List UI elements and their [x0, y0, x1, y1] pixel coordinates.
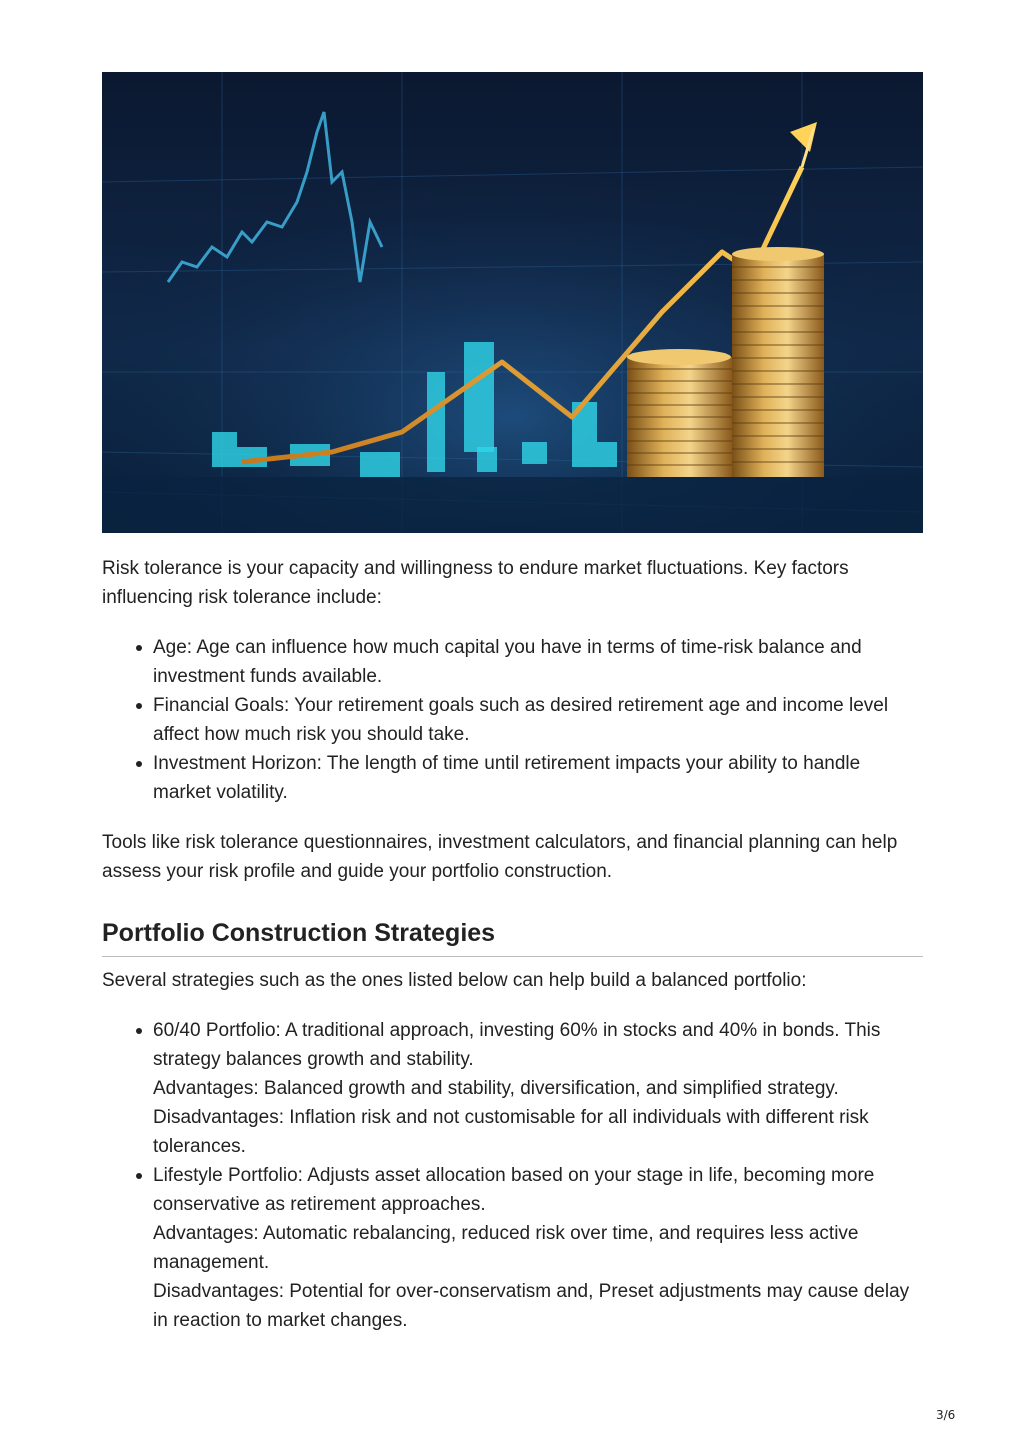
risk-factors-list	[102, 633, 923, 807]
list-item: Financial Goals: Your retirement goals such as desired retirement age and income level affect how much risk you should take.	[153, 691, 923, 749]
strategy-description: Lifestyle Portfolio: Adjusts asset allocation based on your stage in life, becoming more conservative as retirement approaches.	[153, 1165, 875, 1215]
strategies-list	[102, 1016, 923, 1335]
list-item	[153, 1161, 923, 1335]
strategy-advantages: Advantages: Balanced growth and stability, diversification, and simplified strategy.	[153, 1078, 839, 1099]
tools-paragraph: Tools like risk tolerance questionnaires, investment calculators, and financial planning can help assess your risk profile and guide your portfolio construction.	[102, 832, 898, 882]
page-number: 3/6	[936, 1408, 956, 1422]
risk-tolerance-intro: Risk tolerance is your capacity and willingness to endure market fluctuations. Key factors influencing risk tolerance include:	[102, 558, 849, 608]
strategy-description: 60/40 Portfolio: A traditional approach, investing 60% in stocks and 40% in bonds. This strategy balances growth and stability.	[153, 1020, 881, 1070]
strategy-disadvantages: Disadvantages: Potential for over-conservatism and, Preset adjustments may cause delay in reaction to market changes.	[153, 1281, 910, 1331]
hero-image-finance-growth	[102, 72, 923, 533]
list-item	[153, 1016, 923, 1161]
strategy-disadvantages: Disadvantages: Inflation risk and not customisable for all individuals with different risk tolerances.	[153, 1107, 869, 1157]
strategy-advantages: Advantages: Automatic rebalancing, reduced risk over time, and requires less active management.	[153, 1223, 859, 1273]
list-item: Investment Horizon: The length of time until retirement impacts your ability to handle market volatility.	[153, 749, 923, 807]
list-item: Age: Age can influence how much capital you have in terms of time-risk balance and investment funds available.	[153, 633, 923, 691]
section-heading: Portfolio Construction Strategies	[102, 917, 923, 957]
section-intro: Several strategies such as the ones listed below can help build a balanced portfolio:	[102, 970, 807, 991]
article-page	[102, 72, 923, 1335]
